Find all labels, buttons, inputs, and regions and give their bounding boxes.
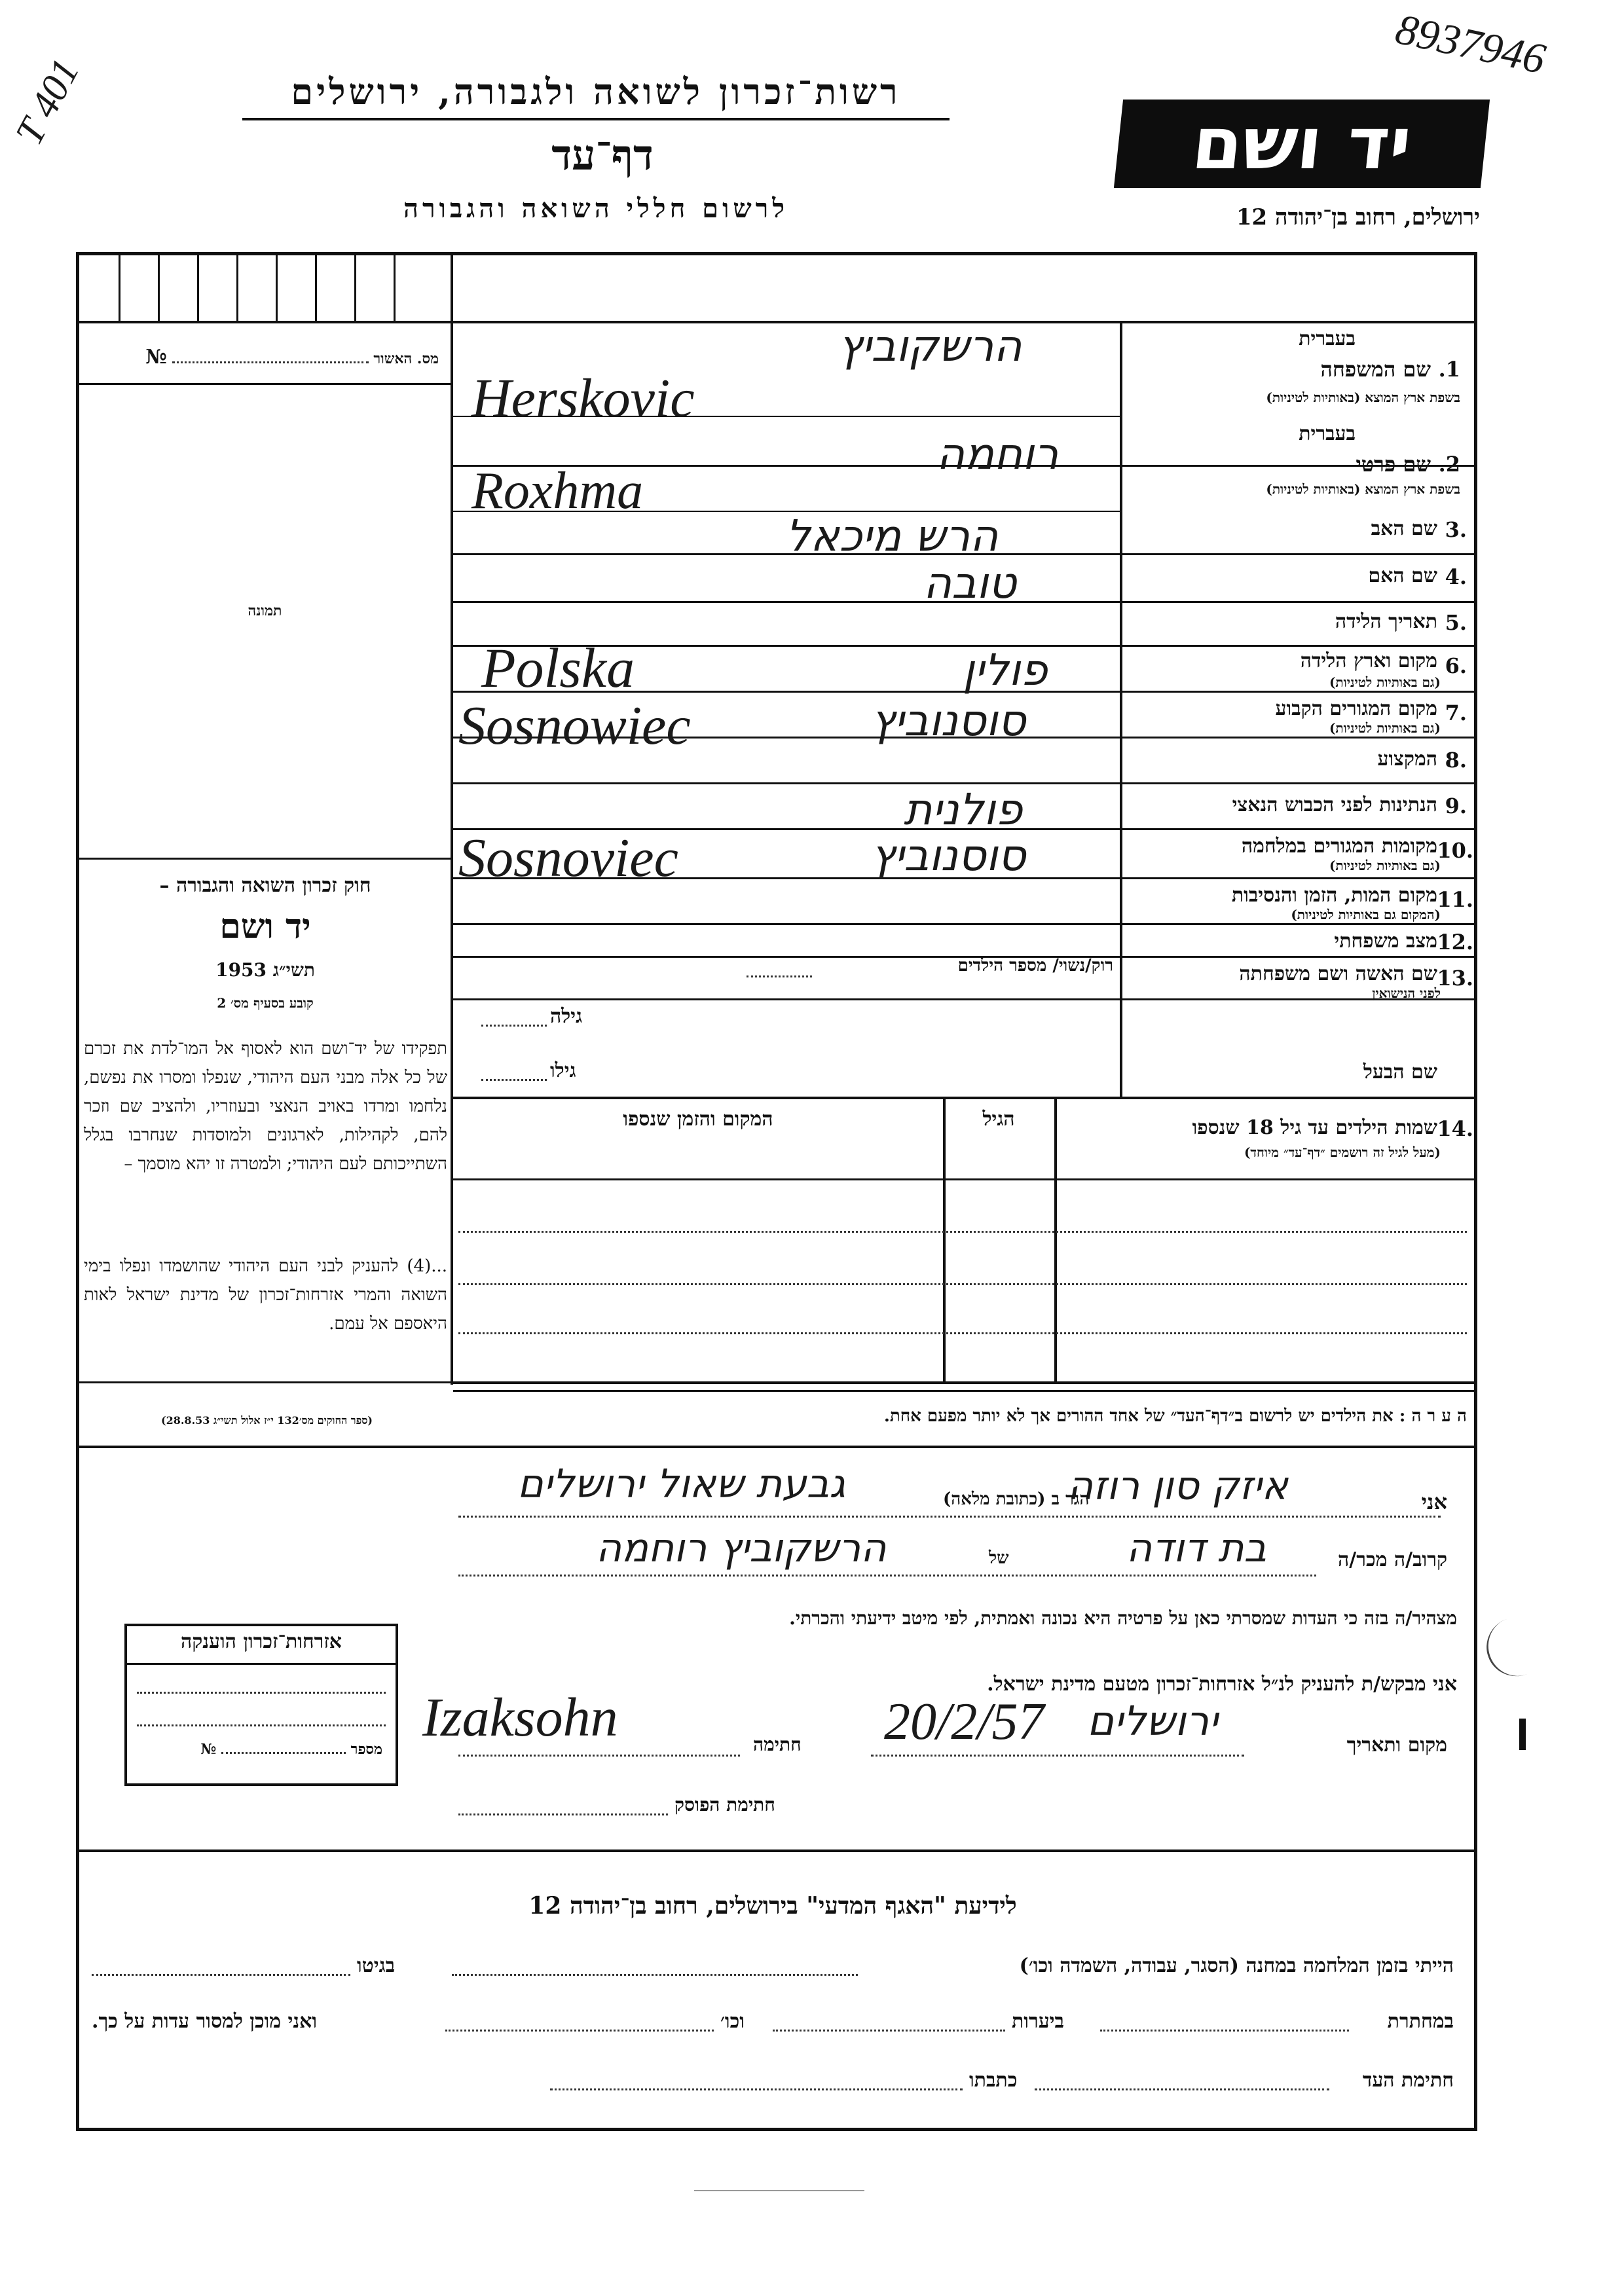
- decl-signature-label: חתימה: [753, 1734, 802, 1755]
- field-6-num: 6.: [1445, 653, 1467, 678]
- wartime-place-latin-value: Sosnoviec: [458, 828, 678, 888]
- field-13-note: לפני הנישואין: [1372, 985, 1441, 1001]
- law-year: תשי״ג 1953: [215, 959, 315, 981]
- surname-latin-value: Herskovic: [471, 368, 695, 429]
- children-num: 14.: [1437, 1116, 1473, 1141]
- field-1-label: שם המשפחה: [1320, 357, 1431, 382]
- field-11-num: 11.: [1437, 887, 1473, 912]
- decl-request: אני מבקש/ת להעניק לנ״ל אזרחות־זכרון מטעם מדינת ישראל.: [987, 1673, 1457, 1696]
- decl-relative-label: קרוב/ה מכר/ה: [1338, 1548, 1447, 1571]
- wartime-place-hebrew-value: סוסנוביץ: [871, 830, 1026, 881]
- citizenship-number-label: מספר: [350, 1741, 382, 1758]
- bottom-line2-b: ביערות: [1012, 2010, 1065, 2033]
- decl-signature-value: Izaksohn: [422, 1687, 618, 1748]
- field-12-label: מצב משפחתי: [1334, 930, 1437, 953]
- field-4-num: 4.: [1445, 564, 1467, 589]
- decl-gar-b: הגר ב (כתובת מלאה): [943, 1489, 1090, 1509]
- field-11-note: (המקום גם באותיות לטיניות): [1291, 907, 1441, 922]
- field-13-num: 13.: [1437, 966, 1473, 991]
- margin-mark: [1478, 1609, 1555, 1685]
- bottom-line1-a: הייתי בזמן המלחמה במחנה (הסגר, עבודה, השמדה וכו׳): [1019, 1954, 1454, 1977]
- number-strip: [79, 255, 452, 321]
- law-title: חוק זכרון השואה והגבורה –: [159, 874, 371, 897]
- field-3-num: 3.: [1445, 517, 1467, 542]
- field-7-num: 7.: [1445, 701, 1467, 725]
- mother-name-value: טובה: [923, 558, 1017, 608]
- law-text-2: ...(4) להעניק לבני העם היהודי שהושמדו ונפלו בימי השואה והמרי אזרחות־זכרון של מדינת ישראל לאות היאספם אל עמם.: [84, 1256, 447, 1334]
- birthplace-hebrew-value: פולין: [963, 645, 1048, 695]
- law-text-1: תפקידו של יד־ושם הוא לאסוף אל המו־לדת את זכרם של כל אלה מבני העם היהודי, שנפלו ומסרו את נפשם, נלחמו ומרדו באויב הנאצי ובעוזריו, ולהציב שם וזכר להם, לקהילות, לארגונים ולמוסדות שנחרבו בגלל השתייכותם לעם היהודי; ולמטרה זו יהא מוסמך –: [84, 1039, 447, 1174]
- field-2-num: 2.: [1438, 452, 1460, 477]
- law-footer: (ספר החוקים מס׳132 י״ז אלול תשי״ג 28.8.53): [161, 1414, 373, 1427]
- authority-title: רשות־זכרון לשואה ולגבורה, ירושלים: [291, 71, 901, 113]
- residence-latin-value: Sosnowiec: [458, 695, 691, 756]
- bottom-line3-b: כתבתו: [969, 2069, 1018, 2092]
- approval-no-label: מס. האשור: [373, 350, 439, 367]
- father-name-value: הרש מיכאל: [786, 511, 999, 561]
- field-7-label: מקום המגורים הקבוע: [1275, 697, 1437, 720]
- bottom-line2-d: ואני מוכן למסור עדות על כך.: [92, 2010, 318, 2033]
- decl-place-value: ירושלים: [1087, 1697, 1218, 1745]
- corner-code: T 401: [7, 52, 88, 152]
- decl-of-value: הרשקוביץ רוחמה: [596, 1525, 887, 1571]
- field-2-lang: בעברית: [1299, 422, 1356, 445]
- field-12-num: 12.: [1437, 930, 1473, 955]
- birthplace-latin-value: Polska: [481, 636, 635, 699]
- approval-number: [98, 346, 439, 369]
- decl-place-date-label: מקום ותאריך: [1346, 1734, 1447, 1757]
- firstname-latin-value: Roxhma: [471, 462, 644, 520]
- decl-date-value: 20/2/57: [884, 1693, 1044, 1751]
- field-13-label: שם האשה ושם משפחתה: [1239, 962, 1437, 985]
- margin-arrow: [1519, 1719, 1526, 1750]
- bottom-line3-a: חתימת העד: [1362, 2069, 1454, 2092]
- field-4-label: שם האם: [1368, 564, 1437, 587]
- husband-label: שם הבעל: [1363, 1061, 1437, 1084]
- children-count-line: [747, 975, 812, 977]
- yad-vashem-logo: [1114, 100, 1490, 188]
- form-title: דף־עד: [551, 131, 654, 180]
- decl-statement: מצהיר/ה בזה כי העדות שמסרתי כאן על פרטיה היא נכונה ואמתית, לפי מיטב ידיעתי והכרתי.: [789, 1607, 1457, 1629]
- field-7-note: (גם באותיות לטיניות): [1329, 720, 1441, 736]
- decl-name-value: איזק סון רוזה: [1067, 1463, 1288, 1509]
- field-1-num: 1.: [1438, 357, 1460, 382]
- bottom-line1-b: בגיטו: [357, 1954, 396, 1977]
- marital-status-label: רוק/נשוי/ מספר הילדים: [957, 956, 1113, 975]
- form-subtitle: לרשום חללי השואה והגבורה: [403, 193, 789, 224]
- field-2-note: בשפת ארץ המוצא (באותיות לטיניות): [1266, 481, 1460, 497]
- field-8-label: המקצוע: [1377, 748, 1437, 771]
- decl-official-label: חתימת הפוסק: [674, 1794, 775, 1815]
- surname-hebrew-value: הרשקוביץ: [838, 321, 1022, 371]
- law-name: יד ושם: [219, 907, 311, 947]
- no-sign: №: [145, 346, 167, 369]
- field-8-num: 8.: [1445, 748, 1467, 773]
- citizenship-number: [140, 1741, 382, 1758]
- children-label: שמות הילדים עד גיל 18 שנספו: [1192, 1116, 1437, 1139]
- children-col-age: הגיל: [982, 1108, 1015, 1131]
- bottom-line2-c: וכו׳: [720, 2010, 745, 2033]
- field-6-label: מקום וארץ הלידה: [1300, 649, 1437, 672]
- field-1-lang: בעברית: [1299, 327, 1356, 350]
- logo-text: יד ושם: [1188, 101, 1416, 185]
- decl-shel: של: [989, 1548, 1009, 1568]
- photo-label: תמונה: [248, 602, 282, 619]
- field-10-label: מקומות המגורים במלחמה: [1241, 835, 1437, 858]
- decl-relative-value: בת דודה: [1126, 1525, 1267, 1571]
- children-col-place: המקום והזמן שנספו: [623, 1108, 773, 1131]
- field-1-note: בשפת ארץ המוצא (באותיות לטיניות): [1266, 390, 1460, 405]
- field-9-num: 9.: [1445, 793, 1467, 818]
- husband-age-label: גילו: [550, 1059, 576, 1082]
- note-text: ה ע ר ה : את הילדים יש לרשום ב״דף־העד״ של אחד ההורים אך לא יותר מפעם אחת.: [883, 1406, 1467, 1426]
- page-bottom-rule: [694, 2190, 864, 2191]
- field-10-num: 10.: [1437, 838, 1473, 863]
- citizenship-box: [124, 1624, 398, 1786]
- firstname-hebrew-value: רוחמה: [936, 429, 1059, 479]
- wife-age-label: גילה: [550, 1005, 583, 1028]
- bottom-title: לידיעת "האגף המדעי" בירושלים, רחוב בן־יהודה 12: [528, 1892, 1017, 1920]
- children-note: (מעל לגיל זה רושמים ״דף־עד״ מיוחד): [1244, 1144, 1441, 1160]
- decl-ani: אני: [1421, 1489, 1447, 1514]
- law-clause: קובע בסעיף מס׳ 2: [217, 995, 314, 1011]
- field-6-note: (גם באותיות לטיניות): [1329, 674, 1441, 690]
- field-2-label: שם פרטי: [1356, 452, 1431, 477]
- nationality-value: פולנית: [904, 784, 1023, 835]
- field-9-label: הנתינות לפני הכבוש הנאצי: [1232, 793, 1437, 816]
- bottom-line2-a: במחתרת: [1387, 2010, 1454, 2033]
- field-11-label: מקום המות, הזמן והנסיבות: [1231, 884, 1437, 907]
- address: ירושלים, רחוב בן־יהודה 12: [1236, 204, 1480, 230]
- citizenship-no-sign: №: [200, 1741, 217, 1758]
- residence-hebrew-value: סוסנוביץ: [871, 695, 1026, 746]
- citizenship-box-title: אזרחות־זכרון הוענקה: [127, 1626, 396, 1665]
- field-3-label: שם האב: [1371, 517, 1437, 540]
- handwritten-number: 8937946: [1392, 5, 1550, 84]
- field-10-note: (גם באותיות לטיניות): [1329, 858, 1441, 873]
- field-5-num: 5.: [1445, 610, 1467, 635]
- field-5-label: תאריך הלידה: [1335, 610, 1437, 633]
- decl-address-value: גבעת שאול ירושלים: [517, 1461, 846, 1507]
